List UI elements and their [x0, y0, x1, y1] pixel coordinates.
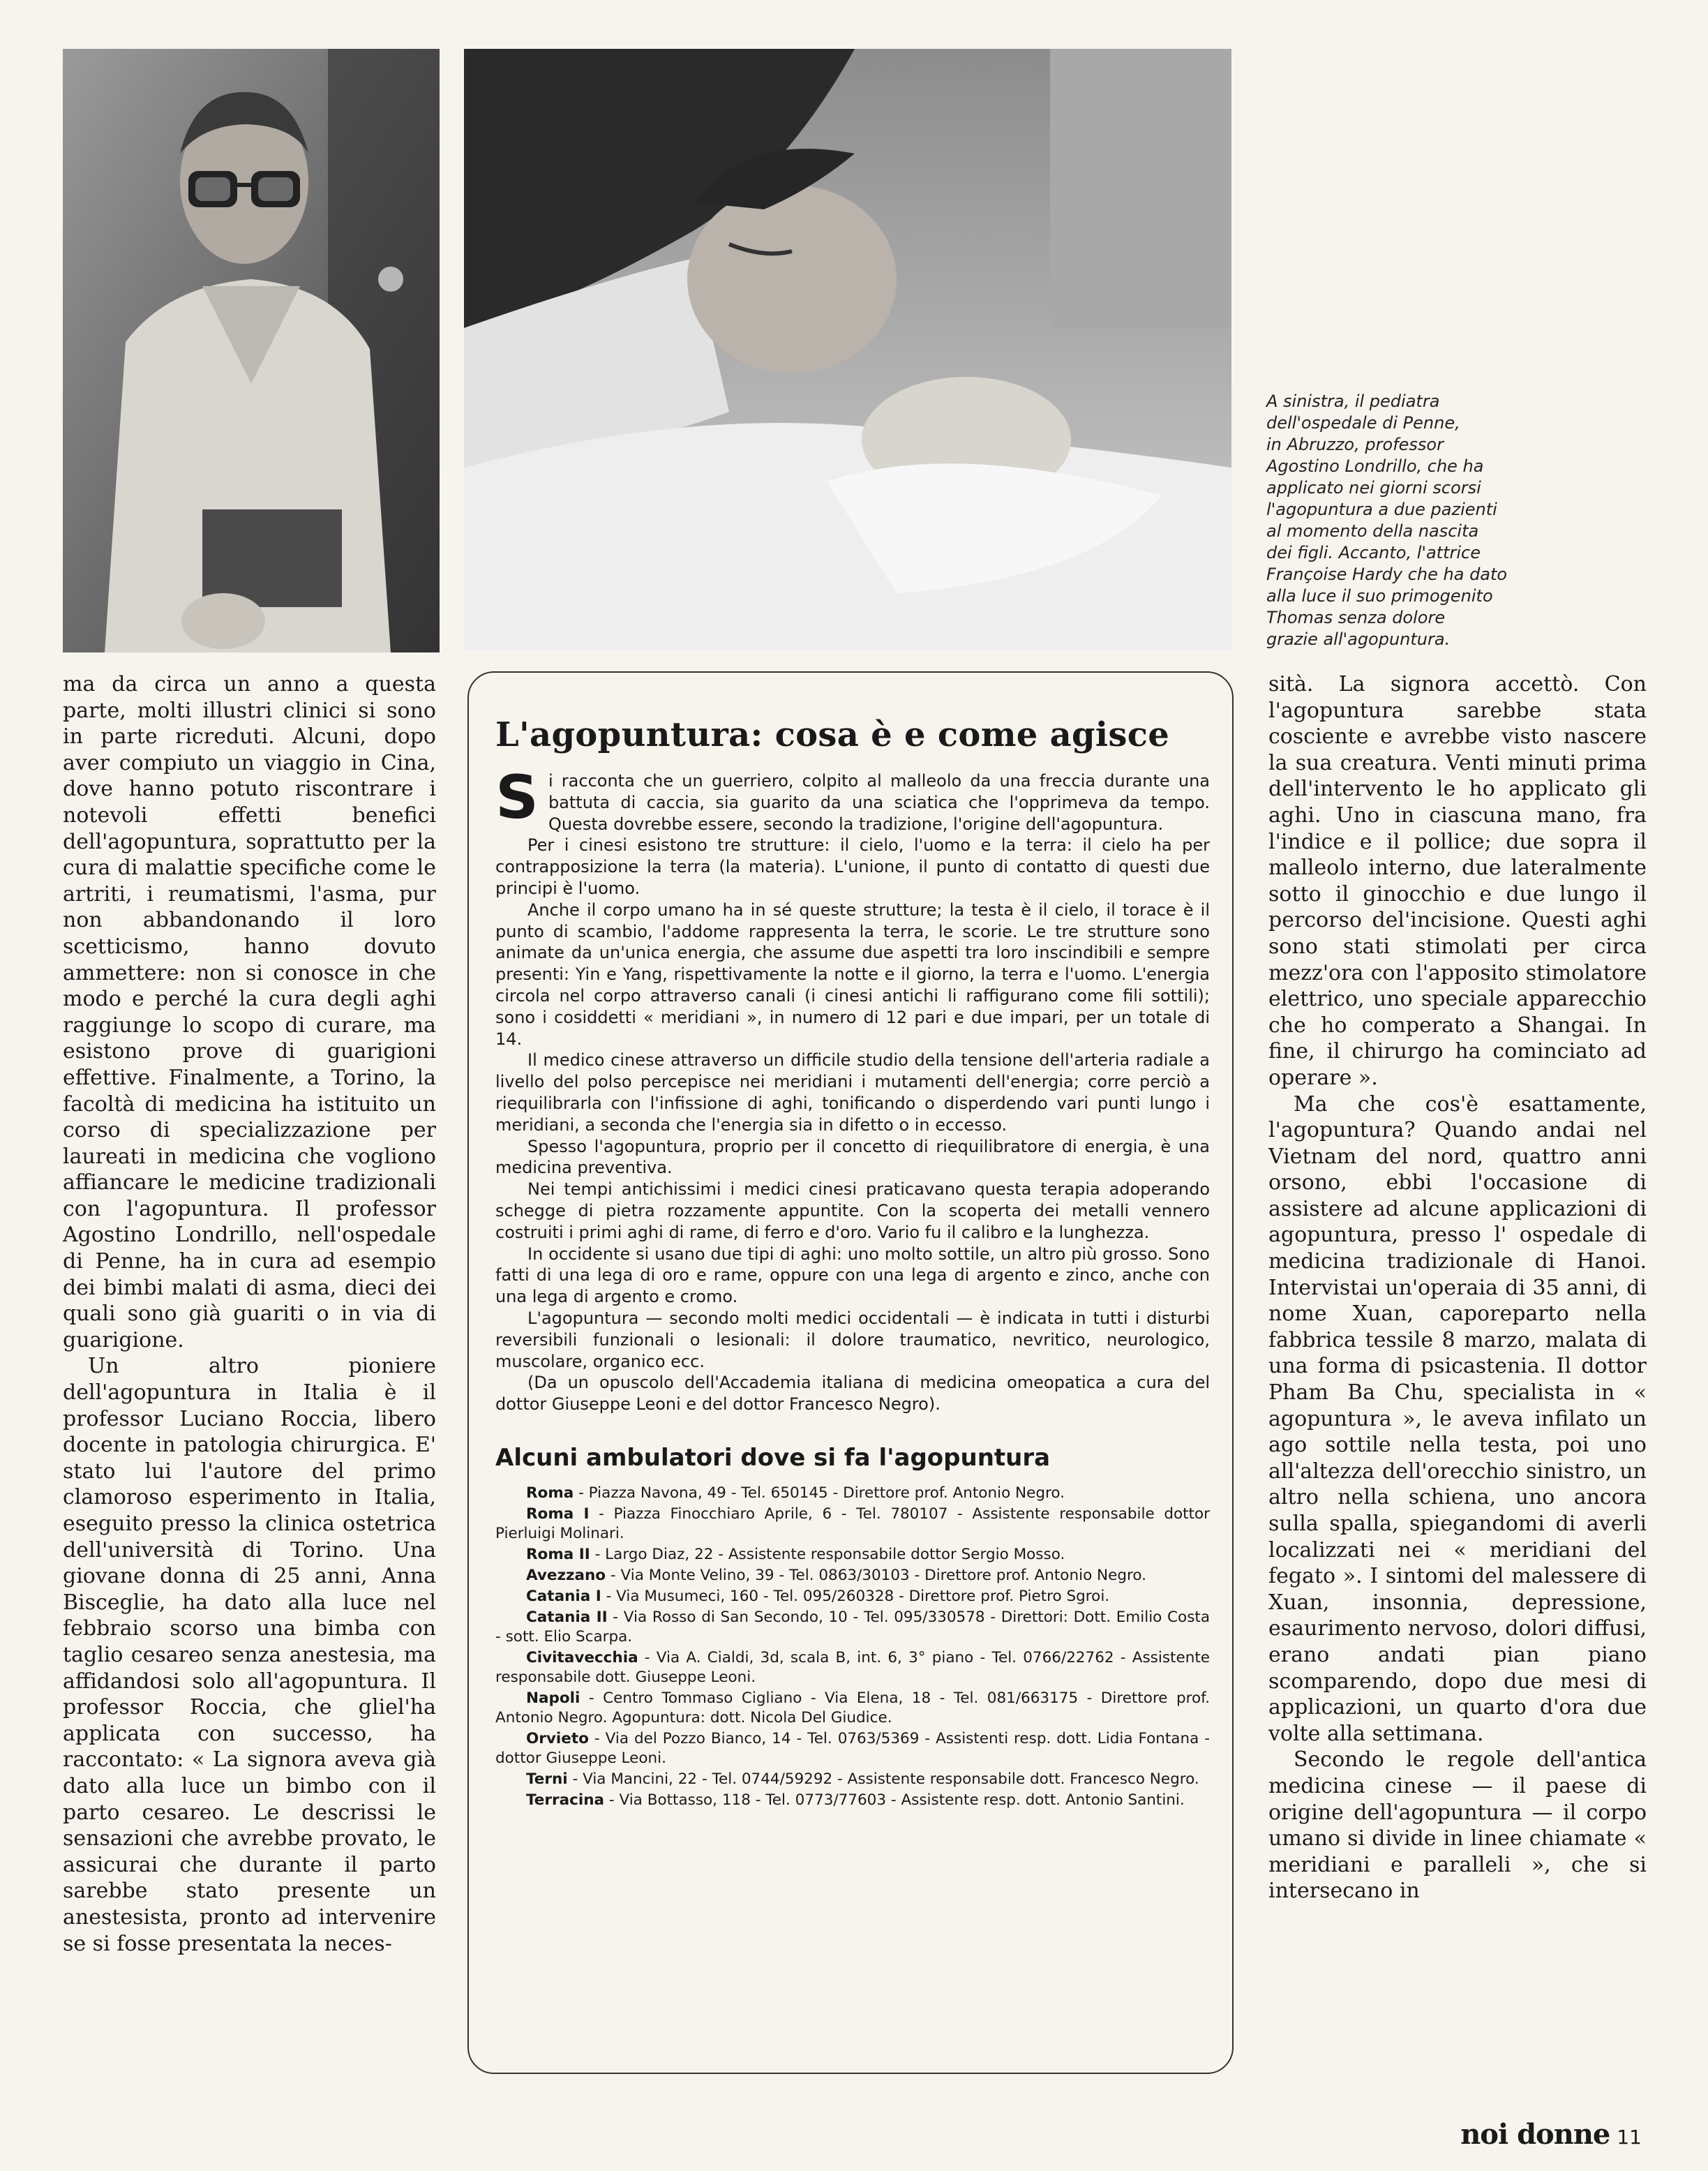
clinic-name: Catania I: [526, 1587, 601, 1605]
clinic-name: Terni: [526, 1770, 568, 1788]
photo-mother-newborn-image: [464, 49, 1231, 650]
sidebar-box: [467, 671, 1234, 2074]
clinic-entry: [495, 1484, 1210, 1503]
clinic-entry: [495, 1648, 1210, 1687]
photo-mother-newborn: [464, 49, 1231, 650]
article-paragraph: Ma che cos'è esattamente, l'agopuntura? Quando andai nel Vietnam del nord, quattro anni orsono, ebbi l'occasione di assistere ad alcune applicazioni di agopuntura, presso l' ospedale di medicina tradizionale di Hanoi. Intervistai un'operaia di 35 anni, di nome Xuan, caporeparto nella fabbrica tessile 8 marzo, malata di una forma di psicastenia. Il dottor Pham Ba Chu, specialista in « agopuntura », le aveva infilato un ago sottile nella testa, poi uno all'altezza dell'orecchio sinistro, un altro nella schiena, uno ancora sulla spalla, spiegandomi di averli localizzati nei « meridiani del fegato ». I sintomi del malessere di Xuan, insonnia, depressione, esaurimento nervoso, dolori diffusi, erano andati pian piano scomparendo, dopo due mesi di applicazioni, un quarto d'ora due volte alla settimana.: [1268, 1091, 1647, 1746]
clinic-name: Napoli: [526, 1689, 580, 1707]
clinic-details: - Via Mancini, 22 - Tel. 0744/59292 - Assistente responsabile dott. Francesco Negro.: [567, 1770, 1199, 1788]
caption-line: Françoise Hardy che ha dato: [1266, 565, 1508, 584]
article-paragraph: sità. La signora accettò. Con l'agopuntura sarebbe stata cosciente e avrebbe visto nascere la sua creatura. Venti minuti prima dell'intervento le ho applicato gli aghi. Uno in ciascuna mano, fra l'indice e il pollice; due sopra il malleolo interno, due lateralmente sotto il ginocchio e due lungo il percorso del'incisione. Questi aghi sono stati stimolati per circa mezz'ora con l'apposito stimolatore elettrico, uno speciale apparecchio che ho comperato a Shangai. In fine, il chirurgo ha cominciato ad operare ».: [1268, 672, 1647, 1090]
clinic-name: Civitavecchia: [526, 1648, 638, 1666]
photo-doctor-image: [63, 49, 440, 652]
caption-line: l'agopuntura a due pazienti: [1266, 500, 1497, 519]
clinic-name: Roma II: [526, 1545, 590, 1563]
article-paragraph: Secondo le regole dell'antica medicina cinese — il paese di origine dell'agopuntura — il corpo umano si divide in linee chiamate « meridiani e paralleli », che si intersecano in: [1268, 1747, 1647, 1904]
clinic-details: - Piazza Navona, 49 - Tel. 650145 - Direttore prof. Antonio Negro.: [574, 1484, 1065, 1502]
caption-line: alla luce il suo primogenito: [1266, 586, 1493, 606]
clinic-details: - Via Rosso di San Secondo, 10 - Tel. 095/330578 - Direttori: Dott. Emilio Costa - sott. Elio Scarpa.: [495, 1608, 1210, 1646]
clinic-name: Roma: [526, 1484, 574, 1502]
caption-line: in Abruzzo, professor: [1266, 435, 1444, 454]
caption-line: Thomas senza dolore: [1266, 608, 1446, 627]
sidebar-body: [495, 763, 1210, 1415]
sidebar-paragraph: Il medico cinese attraverso un difficile studio della tensione dell'arteria radiale a livello del polso percepisce nei meridiani i mutamenti dell'energia; corre perciò a riequilibrarla con l'infissione di aghi, tonificando o disperdendo vari punti lungo i meridiani, a seconda che l'energia sia in difetto o in eccesso.: [495, 1050, 1210, 1135]
clinic-entry: [495, 1505, 1210, 1544]
page-number: 11: [1617, 2126, 1642, 2149]
clinic-details: - Via Bottasso, 118 - Tel. 0773/77603 - Assistente resp. dott. Antonio Santini.: [604, 1791, 1185, 1809]
clinic-name: Avezzano: [526, 1566, 606, 1584]
article-column-left: [63, 671, 436, 1957]
sidebar-paragraph: L'agopuntura — secondo molti medici occidentali — è indicata in tutti i disturbi reversibili funzionali o lesionali: il dolore traumatico, nevritico, neurologico, muscolare, organico ecc.: [495, 1308, 1210, 1371]
caption-line: Agostino Londrillo, che ha: [1266, 456, 1484, 476]
caption-line: dell'ospedale di Penne,: [1266, 413, 1460, 433]
clinics-list: [495, 1484, 1210, 1810]
dropcap-letter: S: [495, 763, 539, 833]
sidebar-paragraph: (Da un opuscolo dell'Accademia italiana di medicina omeopatica a cura del dottor Giuseppe Leoni e del dottor Francesco Negro).: [495, 1373, 1210, 1415]
sidebar-paragraph: Anche il corpo umano ha in sé queste strutture; la testa è il cielo, il torace è il punto di scambio, l'addome rappresenta la terra, le scorie. Le tre strutture sono animate da un'unica energia, che assume due aspetti tra loro inscindibili e sempre presenti: Yin e Yang, rispettivamente la notte e il giorno, la terra e l'uomo. L'energia circola nel corpo attraverso canali (i cinesi antichi li raffigurano come fili sottili); sono i cosiddetti « meridiani », in numero di 12 pari e due impari, per un totale di 14.: [495, 900, 1210, 1049]
sidebar-paragraph: Spesso l'agopuntura, proprio per il concetto di riequilibratore di energia, è una medicina preventiva.: [495, 1136, 1210, 1178]
clinic-details: - Centro Tommaso Cigliano - Via Elena, 18 - Tel. 081/663175 - Direttore prof. Antonio Negro. Agopuntura: dott. Nicola Del Giudice.: [495, 1689, 1210, 1726]
clinic-details: - Largo Diaz, 22 - Assistente responsabile dottor Sergio Mosso.: [590, 1545, 1065, 1563]
caption-line: grazie all'agopuntura.: [1266, 629, 1451, 649]
clinic-entry: [495, 1729, 1210, 1768]
clinic-details: - Via del Pozzo Bianco, 14 - Tel. 0763/5369 - Assistenti resp. dott. Lidia Fontana - dottor Giuseppe Leoni.: [495, 1729, 1210, 1767]
sidebar-paragraph: In occidente si usano due tipi di aghi: uno molto sottile, un altro più grosso. Sono fatti di una lega di oro e rame, oppure con una lega di argento e zinco, anche con una lega di argento e cromo.: [495, 1244, 1210, 1307]
sidebar-first-text: i racconta che un guerriero, colpito al malleolo da una freccia durante una battuta di caccia, sia guarito da una sciatica che l'opprimeva da tempo. Questa dovrebbe essere, secondo la tradizione, l'origine dell'agopuntura.: [548, 771, 1210, 834]
clinic-details: - Piazza Finocchiaro Aprile, 6 - Tel. 780107 - Assistente responsabile dottor Pierluigi Molinari.: [495, 1505, 1210, 1542]
sidebar-first-paragraph: [495, 763, 1210, 835]
clinic-entry: [495, 1545, 1210, 1565]
clinic-entry: [495, 1587, 1210, 1606]
article-paragraph: Un altro pioniere dell'agopuntura in Italia è il professor Luciano Roccia, libero docente in patologia chirurgica. E' stato lui l'autore del primo clamoroso esperimento in Italia, eseguito presso la clinica ostetrica dell'università di Torino. Una giovane donna di 25 anni, Anna Bisceglie, ha dato alla luce nel febbraio scorso una bimba con taglio cesareo senza anestesia, ma affidandosi solo all'agopuntura. Il professor Roccia, che gliel'ha applicata con successo, ha raccontato: « La signora aveva già dato alla luce un bimbo con il parto cesareo. Le descrissi le sensazioni che avrebbe provato, le assicurai che durante il parto sarebbe stato presente un anestesista, pronto ad intervenire se si fosse presentata la neces-: [63, 1354, 436, 1956]
photo-caption: [1266, 391, 1657, 650]
clinic-entry: [495, 1689, 1210, 1728]
clinic-details: - Via Musumeci, 160 - Tel. 095/260328 - Direttore prof. Pietro Sgroi.: [601, 1587, 1110, 1605]
caption-line: dei figli. Accanto, l'attrice: [1266, 543, 1481, 562]
caption-line: al momento della nascita: [1266, 521, 1479, 541]
clinic-details: - Via Monte Velino, 39 - Tel. 0863/30103 - Direttore prof. Antonio Negro.: [606, 1566, 1146, 1584]
sidebar-paragraph: Nei tempi antichissimi i medici cinesi praticavano questa terapia adoperando schegge di pietra rozzamente appuntite. Con la scoperta dei metalli vennero costruiti i primi aghi di rame, di ferro e d'oro. Vario fu il calibro e la lunghezza.: [495, 1179, 1210, 1242]
article-column-right: [1268, 671, 1647, 1904]
clinic-entry: [495, 1770, 1210, 1789]
sidebar-paragraph: Per i cinesi esistono tre strutture: il cielo, l'uomo e la terra: il cielo ha per contrapposizione la terra (la materia). L'unione, il punto di contatto di questi due principi è l'uomo.: [495, 835, 1210, 898]
caption-line: A sinistra, il pediatra: [1266, 391, 1440, 411]
clinic-name: Roma I: [526, 1505, 590, 1523]
clinic-entry: [495, 1791, 1210, 1810]
photo-doctor: [63, 49, 440, 652]
clinic-entry: [495, 1566, 1210, 1586]
page-footer: [1460, 2118, 1642, 2151]
clinic-name: Catania II: [526, 1608, 608, 1626]
magazine-brand: noi donne: [1460, 2118, 1610, 2151]
clinic-details: - Via A. Cialdi, 3d, scala B, int. 6, 3° piano - Tel. 0766/22762 - Assistente responsabile dott. Giuseppe Leoni.: [495, 1648, 1210, 1686]
clinics-title: Alcuni ambulatori dove si fa l'agopuntura: [495, 1443, 1051, 1472]
clinic-name: Terracina: [526, 1791, 605, 1809]
sidebar-title: L'agopuntura: cosa è e come agisce: [495, 715, 1170, 754]
caption-line: applicato nei giorni scorsi: [1266, 478, 1481, 498]
article-paragraph: ma da circa un anno a questa parte, molti illustri clinici si sono in parte ricreduti. Alcuni, dopo aver compiuto un viaggio in Cina, dove hanno potuto riscontrare i notevoli effetti benefici dell'agopuntura, soprattutto per la cura di malattie specifiche come le artriti, i reumatismi, l'asma, pur non abbandonando il loro scetticismo, hanno dovuto ammettere: non si conosce in che modo e perché la cura degli aghi raggiunge lo scopo di curare, ma esistono prove di guarigioni effettive. Finalmente, a Torino, la facoltà di medicina ha istituito un corso di specializzazione per laureati in medicina che vogliono affiancare le medicine tradizionali con l'agopuntura. Il professor Agostino Londrillo, nell'ospedale di Penne, ha in cura ad esempio dei bimbi malati di asma, dieci dei quali sono già guariti o in via di guarigione.: [63, 672, 436, 1352]
clinic-entry: [495, 1608, 1210, 1647]
clinic-name: Orvieto: [526, 1729, 589, 1747]
